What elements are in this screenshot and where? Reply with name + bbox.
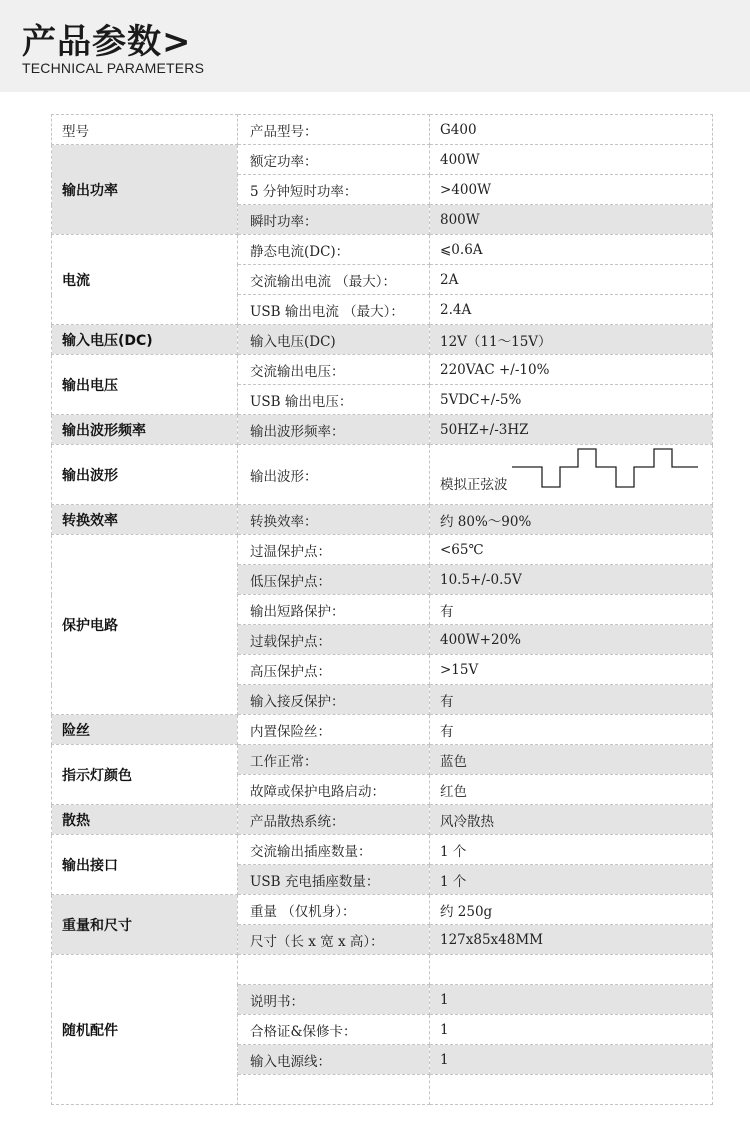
label-cell: 尺寸（长 x 宽 x 高）： [238,925,430,955]
label-cell: 合格证&保修卡： [238,1015,430,1045]
table-row [52,355,713,385]
category-cell: 转换效率 [52,505,238,535]
value-cell: 400W+20% [430,625,713,655]
table-row [52,535,713,565]
label-cell: 输出波形： [238,445,430,505]
label-cell: 高压保护点： [238,655,430,685]
value-cell: 1 [430,1015,713,1045]
table-row [52,895,713,925]
label-cell: 产品散热系统： [238,805,430,835]
category-cell: 保护电路 [52,535,238,715]
label-cell: 输出短路保护： [238,595,430,625]
value-cell: 5VDC+/-5% [430,385,713,415]
table-row [52,505,713,535]
category-cell: 输出接口 [52,835,238,895]
table-row [52,955,713,985]
label-cell: 说明书： [238,985,430,1015]
label-cell: 过温保护点： [238,535,430,565]
table-row [52,745,713,775]
label-cell: 重量 （仅机身）： [238,895,430,925]
value-cell: 1 [430,985,713,1015]
table-row [52,835,713,865]
label-cell: 瞬时功率： [238,205,430,235]
value-cell [430,1075,713,1105]
label-cell: 输入接反保护： [238,685,430,715]
label-cell: 静态电流(DC)： [238,235,430,265]
page-title: 产品参数> [22,22,192,62]
waveform-text: 模拟正弦波 [440,477,508,493]
value-cell: >400W [430,175,713,205]
label-cell: 额定功率： [238,145,430,175]
category-cell: 输出功率 [52,145,238,235]
category-cell: 输出电压 [52,355,238,415]
page-subtitle: TECHNICAL PARAMETERS [22,60,205,76]
table-row [52,235,713,265]
label-cell: 产品型号： [238,115,430,145]
label-cell: 工作正常： [238,745,430,775]
value-cell: 有 [430,715,713,745]
value-cell: 400W [430,145,713,175]
value-cell: 风冷散热 [430,805,713,835]
value-cell: ⩽0.6A [430,235,713,265]
table-row [52,325,713,355]
label-cell: 转换效率： [238,505,430,535]
value-cell: >15V [430,655,713,685]
value-cell [430,445,713,505]
table-row [52,805,713,835]
category-cell: 散热 [52,805,238,835]
value-cell: 1 个 [430,835,713,865]
label-cell: 过载保护点： [238,625,430,655]
value-cell: 有 [430,685,713,715]
spec-table [51,114,713,1105]
label-cell: 故障或保护电路启动： [238,775,430,805]
modified-sine-wave-icon [512,447,698,491]
value-cell [430,955,713,985]
label-cell [238,1075,430,1105]
table-row [52,715,713,745]
value-cell: 1 个 [430,865,713,895]
value-cell: 红色 [430,775,713,805]
category-cell: 险丝 [52,715,238,745]
value-cell: 约 250g [430,895,713,925]
value-cell: <65℃ [430,535,713,565]
value-cell: 2A [430,265,713,295]
page-header [0,0,750,92]
label-cell: 输入电源线： [238,1045,430,1075]
value-cell: 220VAC +/-10% [430,355,713,385]
label-cell [238,955,430,985]
label-cell: 交流输出电压： [238,355,430,385]
label-cell: 低压保护点： [238,565,430,595]
label-cell: 输入电压(DC) [238,325,430,355]
category-cell: 输入电压(DC) [52,325,238,355]
value-cell: 1 [430,1045,713,1075]
value-cell: 2.4A [430,295,713,325]
label-cell: 交流输出电流 （最大）： [238,265,430,295]
value-cell: 12V（11～15V） [430,325,713,355]
label-cell: 5 分钟短时功率： [238,175,430,205]
value-cell: 800W [430,205,713,235]
table-row [52,115,713,145]
value-cell: 约 80%～90% [430,505,713,535]
category-cell: 输出波形 [52,445,238,505]
table-row [52,415,713,445]
category-cell: 输出波形频率 [52,415,238,445]
category-cell: 指示灯颜色 [52,745,238,805]
label-cell: USB 输出电压： [238,385,430,415]
category-cell: 型号 [52,115,238,145]
table-row [52,445,713,505]
category-cell: 电流 [52,235,238,325]
value-cell: G400 [430,115,713,145]
category-cell: 随机配件 [52,955,238,1105]
value-cell: 127x85x48MM [430,925,713,955]
category-cell: 重量和尺寸 [52,895,238,955]
label-cell: 输出波形频率： [238,415,430,445]
label-cell: 交流输出插座数量： [238,835,430,865]
label-cell: USB 充电插座数量： [238,865,430,895]
label-cell: USB 输出电流 （最大）： [238,295,430,325]
table-row [52,145,713,175]
value-cell: 有 [430,595,713,625]
value-cell: 蓝色 [430,745,713,775]
value-cell: 10.5+/-0.5V [430,565,713,595]
value-cell: 50HZ+/-3HZ [430,415,713,445]
label-cell: 内置保险丝： [238,715,430,745]
